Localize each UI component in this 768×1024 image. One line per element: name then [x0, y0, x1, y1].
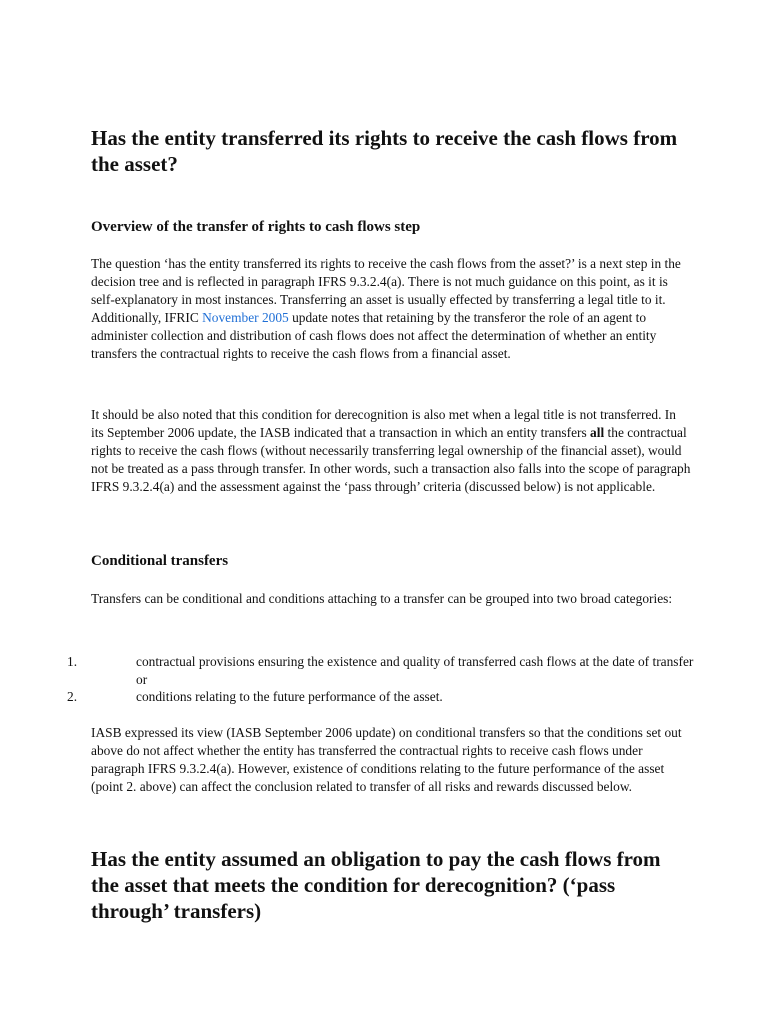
- paragraph-legal-title-text-1: It should be also noted that this condition for derecognition is also met when a legal title is not transferred. In its September 2006 update, the IASB indicated that a transaction in which an entity transfers: [91, 407, 676, 440]
- november-2005-link[interactable]: November 2005: [202, 310, 289, 325]
- list-item-number: 1.: [67, 654, 78, 669]
- list-item-text: contractual provisions ensuring the existence and quality of transferred cash flows at the date of transfer or: [136, 654, 694, 687]
- subheading-overview: Overview of the transfer of rights to cash flows step: [91, 219, 421, 235]
- bold-all: all: [590, 425, 605, 440]
- paragraph-overview-text-2: update notes that retaining by the transferor the role of an agent to administer collection and distribution of cash flows does not affect the determination of whether an entity transfers the contractual rights to receive the cash flows from a financial asset.: [91, 310, 657, 361]
- paragraph-legal-title-text-2: the contractual rights to receive the cash flows (without necessarily transferring legal ownership of the financial asset), would not be treated as a pass through transfer. In other words, such a transaction also falls into the scope of paragraph IFRS 9.3.2.4(a) and the assessment against the ‘pass through’ criteria (discussed below) is not applicable.: [91, 425, 691, 494]
- paragraph-conditional-intro: Transfers can be conditional and conditions attaching to a transfer can be grouped into two broad categories:: [91, 591, 673, 606]
- paragraph-overview-text-1: The question ‘has the entity transferred its rights to receive the cash flows from the asset?’ is a next step in the decision tree and is reflected in paragraph IFRS 9.3.2.4(a). There is not much guidance on this point, as it is self-explanatory in most instances. Transferring an asset is usually effected by transferring a legal title to it. Additionally, IFRIC: [91, 256, 681, 325]
- section-heading-transfer-rights: Has the entity transferred its rights to receive the cash flows from the asset?: [91, 126, 678, 176]
- subheading-conditional-transfers: Conditional transfers: [91, 553, 229, 569]
- paragraph-iasb-view: IASB expressed its view (IASB September 2006 update) on conditional transfers so that the conditions set out above do not affect whether the entity has transferred the contractual rights to receive cash flows under paragraph IFRS 9.3.2.4(a). However, existence of conditions relating to the future performance of the asset (point 2. above) can affect the conclusion related to transfer of all risks and rewards discussed below.: [91, 725, 682, 794]
- list-item-text: conditions relating to the future performance of the asset.: [136, 689, 443, 704]
- paragraph-overview: [91, 255, 691, 363]
- paragraph-legal-title: [91, 406, 691, 496]
- section-heading-pass-through: Has the entity assumed an obligation to pay the cash flows from the asset that meets the condition for derecognition? (‘pass through’ transfers): [91, 847, 661, 923]
- list-item-number: 2.: [67, 689, 78, 704]
